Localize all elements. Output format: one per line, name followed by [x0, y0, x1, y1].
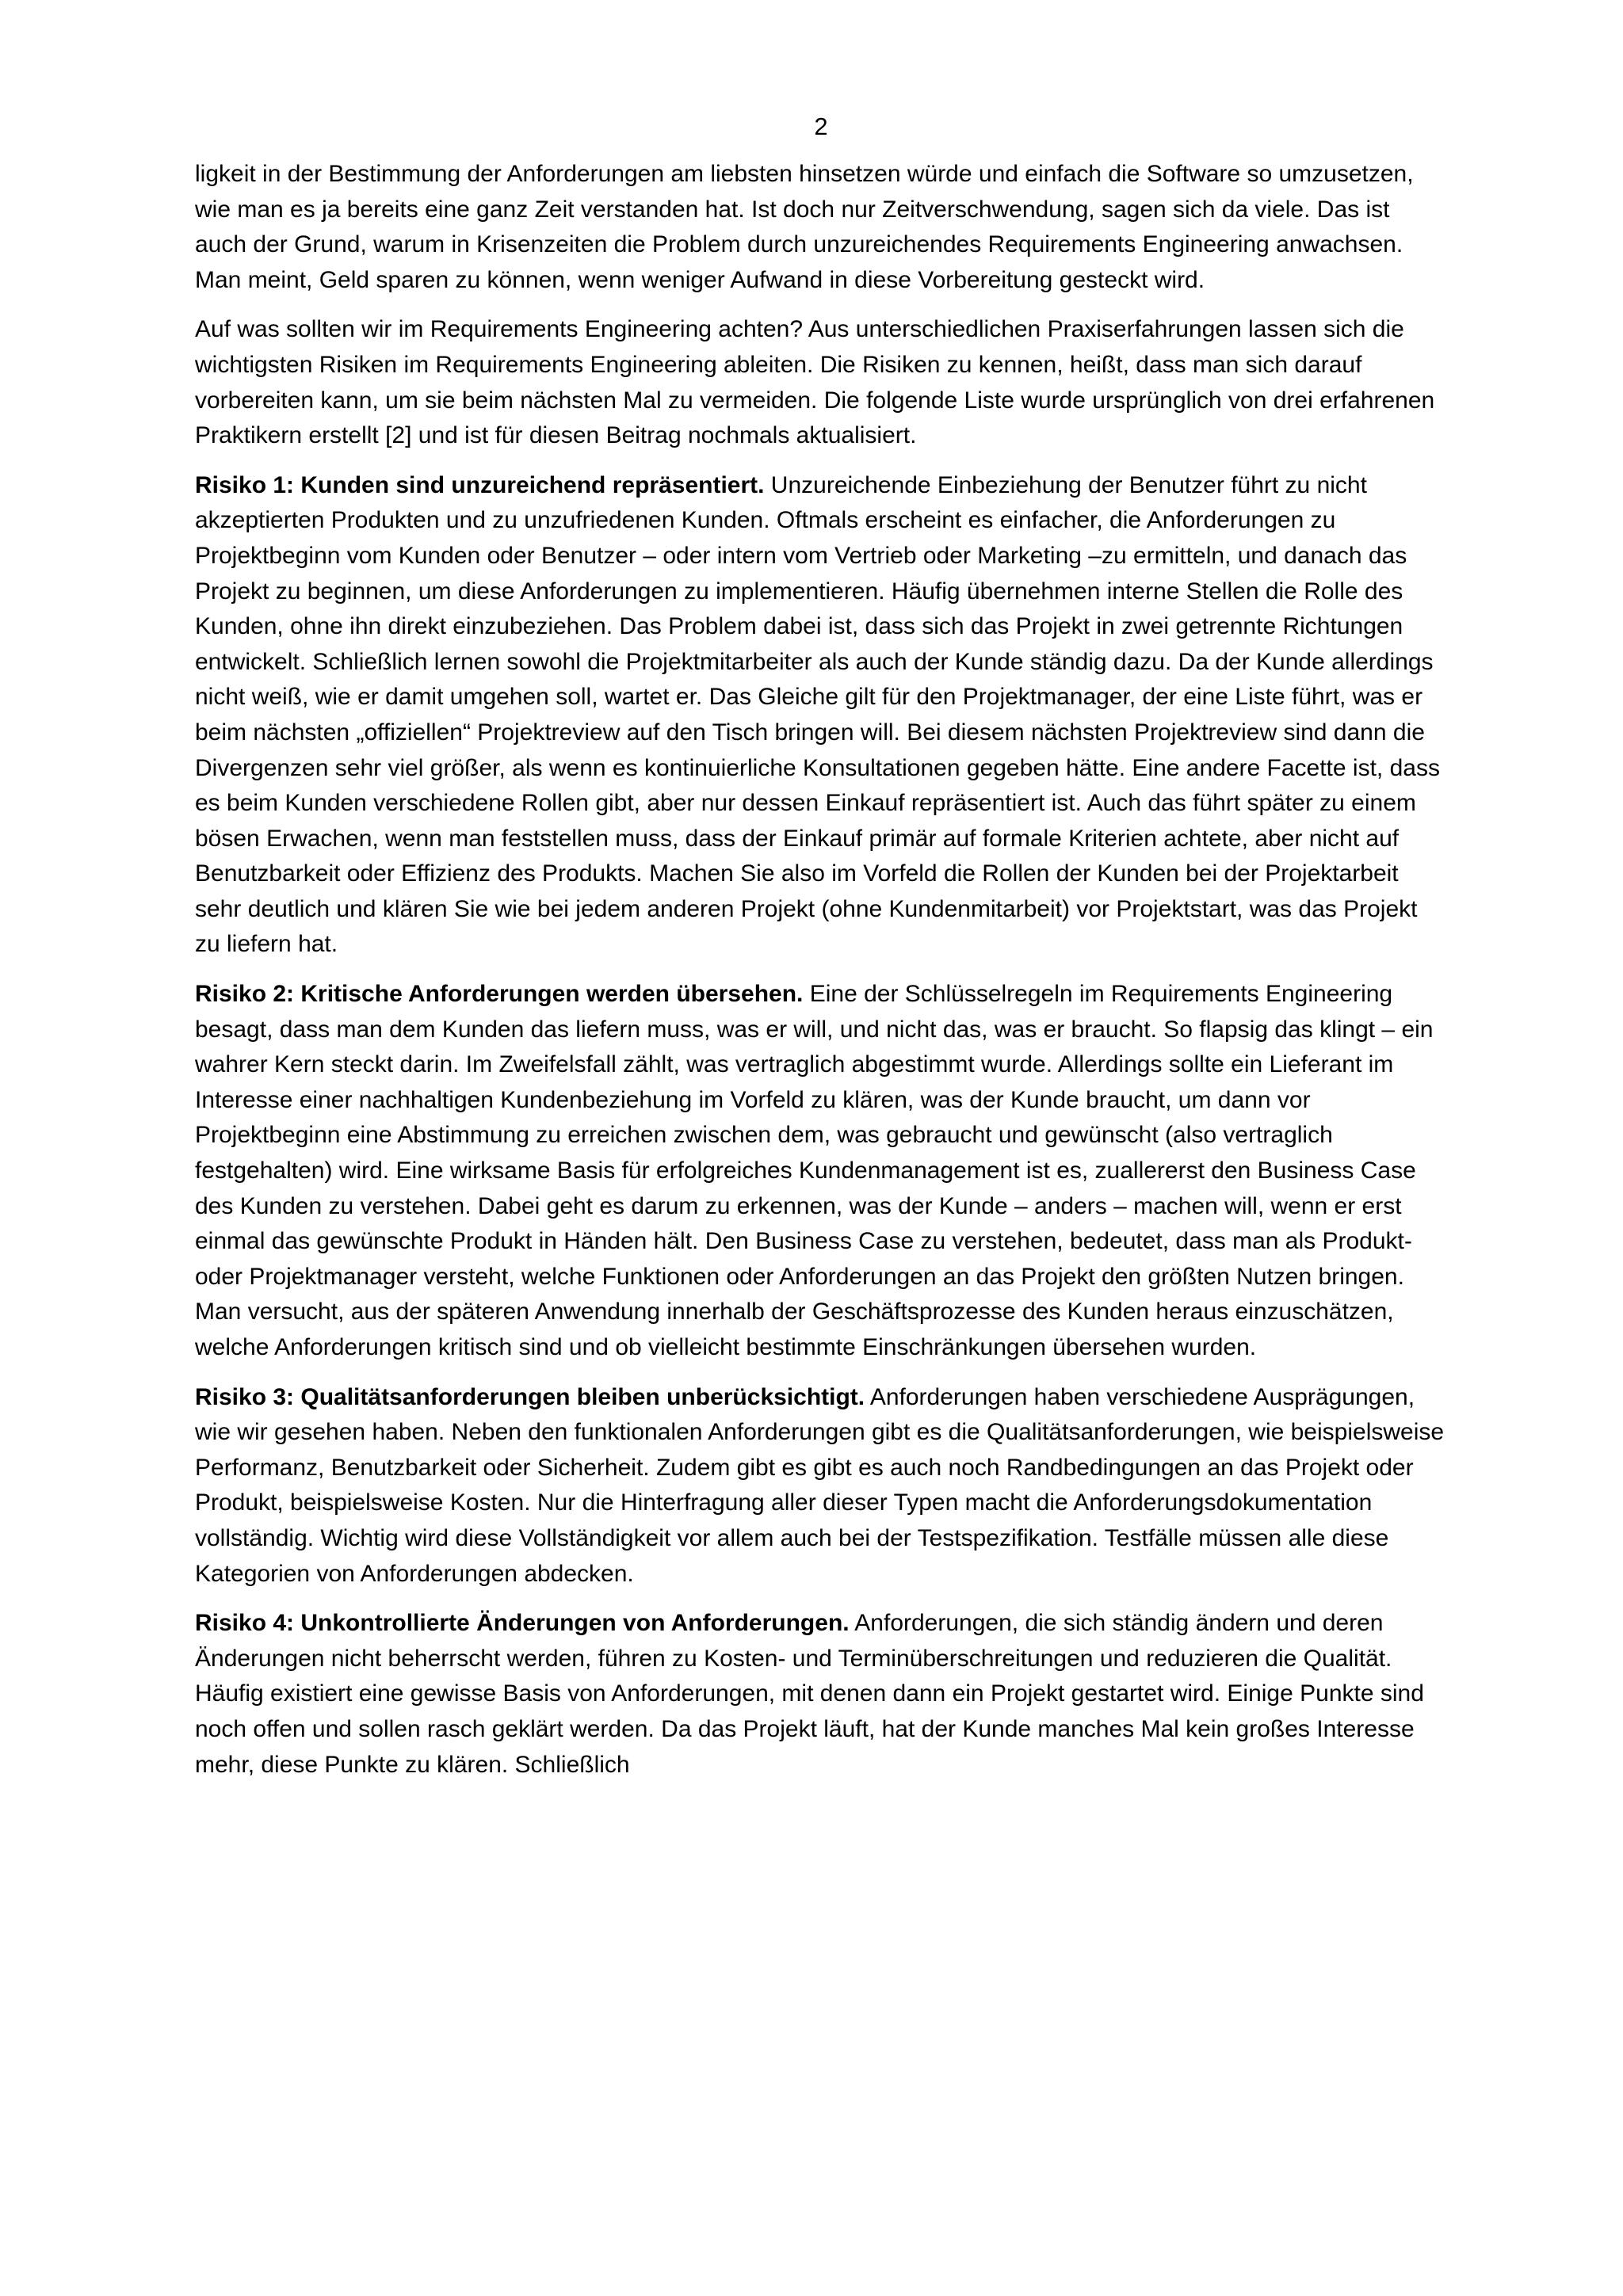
paragraph-risk-3	[195, 1380, 1447, 1592]
risk-heading: Risiko 1: Kunden sind unzureichend repräsentiert.	[195, 471, 765, 498]
paragraph-risk-4	[195, 1606, 1447, 1783]
paragraph-risk-2	[195, 977, 1447, 1366]
paragraph-text: Eine der Schlüsselregeln im Requirements Engineering besagt, dass man dem Kunden das liefern muss, was er will, und nicht das, was er braucht. So flapsig das klingt – ein wahrer Kern steckt darin. Im Zweifelsfall zählt, was vertraglich abgestimmt wurde. Allerdings sollte ein Lieferant im Interesse einer nachhaltigen Kundenbeziehung im Vorfeld zu klären, was der Kunde braucht, um dann vor Projektbeginn eine Abstimmung zu erreichen zwischen dem, was gebraucht und gewünscht (also vertraglich festgehalten) wird. Eine wirksame Basis für erfolgreiches Kundenmanagement ist es, zuallererst den Business Case des Kunden zu verstehen. Dabei geht es darum zu erkennen, was der Kunde – anders – machen will, wenn er erst einmal das gewünschte Produkt in Händen hält. Den Business Case zu verstehen, bedeutet, dass man als Produkt- oder Projektmanager versteht, welche Funktionen oder Anforderungen an das Projekt den größten Nutzen bringen. Man versucht, aus der späteren Anwendung innerhalb der Geschäftsprozesse des Kunden heraus einzuschätzen, welche Anforderungen kritisch sind und ob vielleicht bestimmte Einschränkungen übersehen wurden.	[195, 981, 1434, 1360]
paragraph-text: Auf was sollten wir im Requirements Engineering achten? Aus unterschiedlichen Praxiserfahrungen lassen sich die wichtigsten Risiken im Requirements Engineering ableiten. Die Risiken zu kennen, heißt, dass man sich darauf vorbereiten kann, um sie beim nächsten Mal zu vermeiden. Die folgende Liste wurde ursprünglich von drei erfahrenen Praktikern erstellt [2] und ist für diesen Beitrag nochmals aktualisiert.	[195, 316, 1435, 449]
page-number: 2	[814, 113, 828, 140]
paragraph-risks-overview	[195, 312, 1447, 453]
paragraph-text: Anforderungen haben verschiedene Ausprägungen, wie wir gesehen haben. Neben den funktionalen Anforderungen gibt es die Qualitätsanforderungen, wie beispielsweise Performanz, Benutzbarkeit oder Sicherheit. Zudem gibt es gibt es auch noch Randbedingungen an das Projekt oder Produkt, beispielsweise Kosten. Nur die Hinterfragung aller dieser Typen macht die Anforderungsdokumentation vollständig. Wichtig wird diese Vollständigkeit vor allem auch bei der Testspezifikation. Testfälle müssen alle diese Kategorien von Anforderungen abdecken.	[195, 1383, 1445, 1587]
paragraph-risk-1	[195, 468, 1447, 963]
paragraph-text: ligkeit in der Bestimmung der Anforderungen am liebsten hinsetzen würde und einfach die Software so umzusetzen, wie man es ja bereits eine ganz Zeit verstanden hat. Ist doch nur Zeitverschwendung, sagen sich da viele. Das ist auch der Grund, warum in Krisenzeiten die Problem durch unzureichendes Requirements Engineering anwachsen. Man meint, Geld sparen zu können, wenn weniger Aufwand in diese Vorbereitung gesteckt wird.	[195, 161, 1414, 293]
risk-heading: Risiko 3: Qualitätsanforderungen bleiben unberücksichtigt.	[195, 1383, 865, 1410]
paragraph-text: Anforderungen, die sich ständig ändern und deren Änderungen nicht beherrscht werden, führen zu Kosten- und Terminüberschreitungen und reduzieren die Qualität. Häufig existiert eine gewisse Basis von Anforderungen, mit denen dann ein Projekt gestartet wird. Einige Punkte sind noch offen und sollen rasch geklärt werden. Da das Projekt läuft, hat der Kunde manches Mal kein großes Interesse mehr, diese Punkte zu klären. Schließlich	[195, 1610, 1424, 1778]
risk-heading: Risiko 4: Unkontrollierte Änderungen von Anforderungen.	[195, 1610, 850, 1637]
risk-heading: Risiko 2: Kritische Anforderungen werden übersehen.	[195, 981, 804, 1008]
paragraph-intro-continuation	[195, 157, 1447, 298]
body-text	[195, 157, 1447, 1797]
paragraph-text: Unzureichende Einbeziehung der Benutzer führt zu nicht akzeptierten Produkten und zu unzufriedenen Kunden. Oftmals erscheint es einfacher, die Anforderungen zu Projektbeginn vom Kunden oder Benutzer – oder intern vom Vertrieb oder Marketing –zu ermitteln, und danach das Projekt zu beginnen, um diese Anforderungen zu implementieren. Häufig übernehmen interne Stellen die Rolle des Kunden, ohne ihn direkt einzubeziehen. Das Problem dabei ist, dass sich das Projekt in zwei getrennte Richtungen entwickelt. Schließlich lernen sowohl die Projektmitarbeiter als auch der Kunde ständig dazu. Da der Kunde allerdings nicht weiß, wie er damit umgehen soll, wartet er. Das Gleiche gilt für den Projektmanager, der eine Liste führt, was er beim nächsten „offiziellen“ Projektreview auf den Tisch bringen will. Bei diesem nächsten Projektreview sind dann die Divergenzen sehr viel größer, als wenn es kontinuierliche Konsultationen gegeben hätte. Eine andere Facette ist, dass es beim Kunden verschiedene Rollen gibt, aber nur dessen Einkauf repräsentiert ist. Auch das führt später zu einem bösen Erwachen, wenn man feststellen muss, dass der Einkauf primär auf formale Kriterien achtete, aber nicht auf Benutzbarkeit oder Effizienz des Produkts. Machen Sie also im Vorfeld die Rollen der Kunden bei der Projektarbeit sehr deutlich und klären Sie wie bei jedem anderen Projekt (ohne Kundenmitarbeit) vor Projektstart, was das Projekt zu liefern hat.	[195, 471, 1440, 958]
